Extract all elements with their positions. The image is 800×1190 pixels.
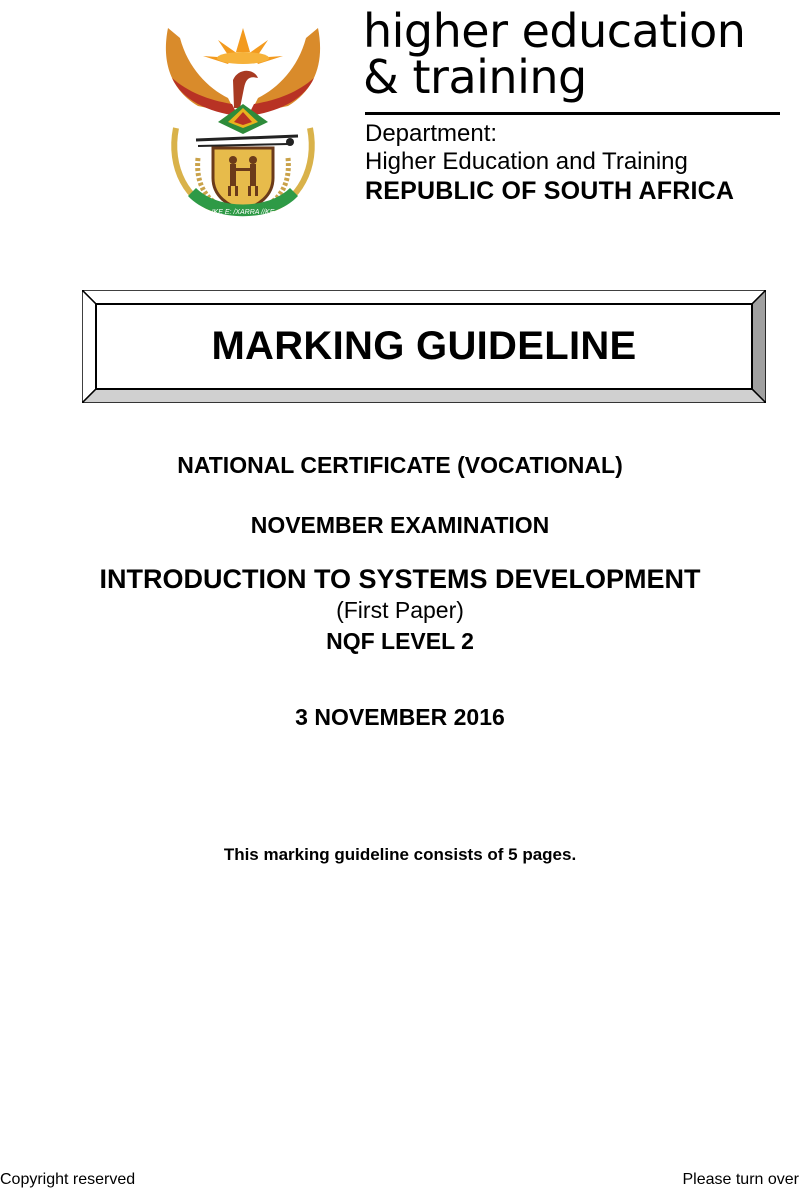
brand-divider <box>365 112 780 115</box>
svg-text:!KE E: /XARRA //KE: !KE E: /XARRA //KE <box>211 209 275 216</box>
page-count-note: This marking guideline consists of 5 pages. <box>223 845 577 864</box>
coat-of-arms-icon <box>158 18 328 223</box>
certificate-line: NATIONAL CERTIFICATE (VOCATIONAL) <box>177 452 623 478</box>
department-name: Higher Education and Training <box>365 148 688 175</box>
exam-date: 3 NOVEMBER 2016 <box>295 704 505 730</box>
nqf-level: NQF LEVEL 2 <box>326 628 474 654</box>
brand-line-2: & training <box>363 50 587 104</box>
department-label: Department: <box>365 120 498 147</box>
brand-line-1: higher education <box>363 4 746 58</box>
footer-copyright: Copyright reserved <box>0 1171 136 1188</box>
examination-line: NOVEMBER EXAMINATION <box>250 512 550 538</box>
paper-label: (First Paper) <box>336 597 464 623</box>
document-title: MARKING GUIDELINE <box>211 324 637 368</box>
subject-title: INTRODUCTION TO SYSTEMS DEVELOPMENT <box>99 564 701 594</box>
country-name: REPUBLIC OF SOUTH AFRICA <box>365 177 735 205</box>
footer-turn-over: Please turn over <box>682 1171 799 1188</box>
